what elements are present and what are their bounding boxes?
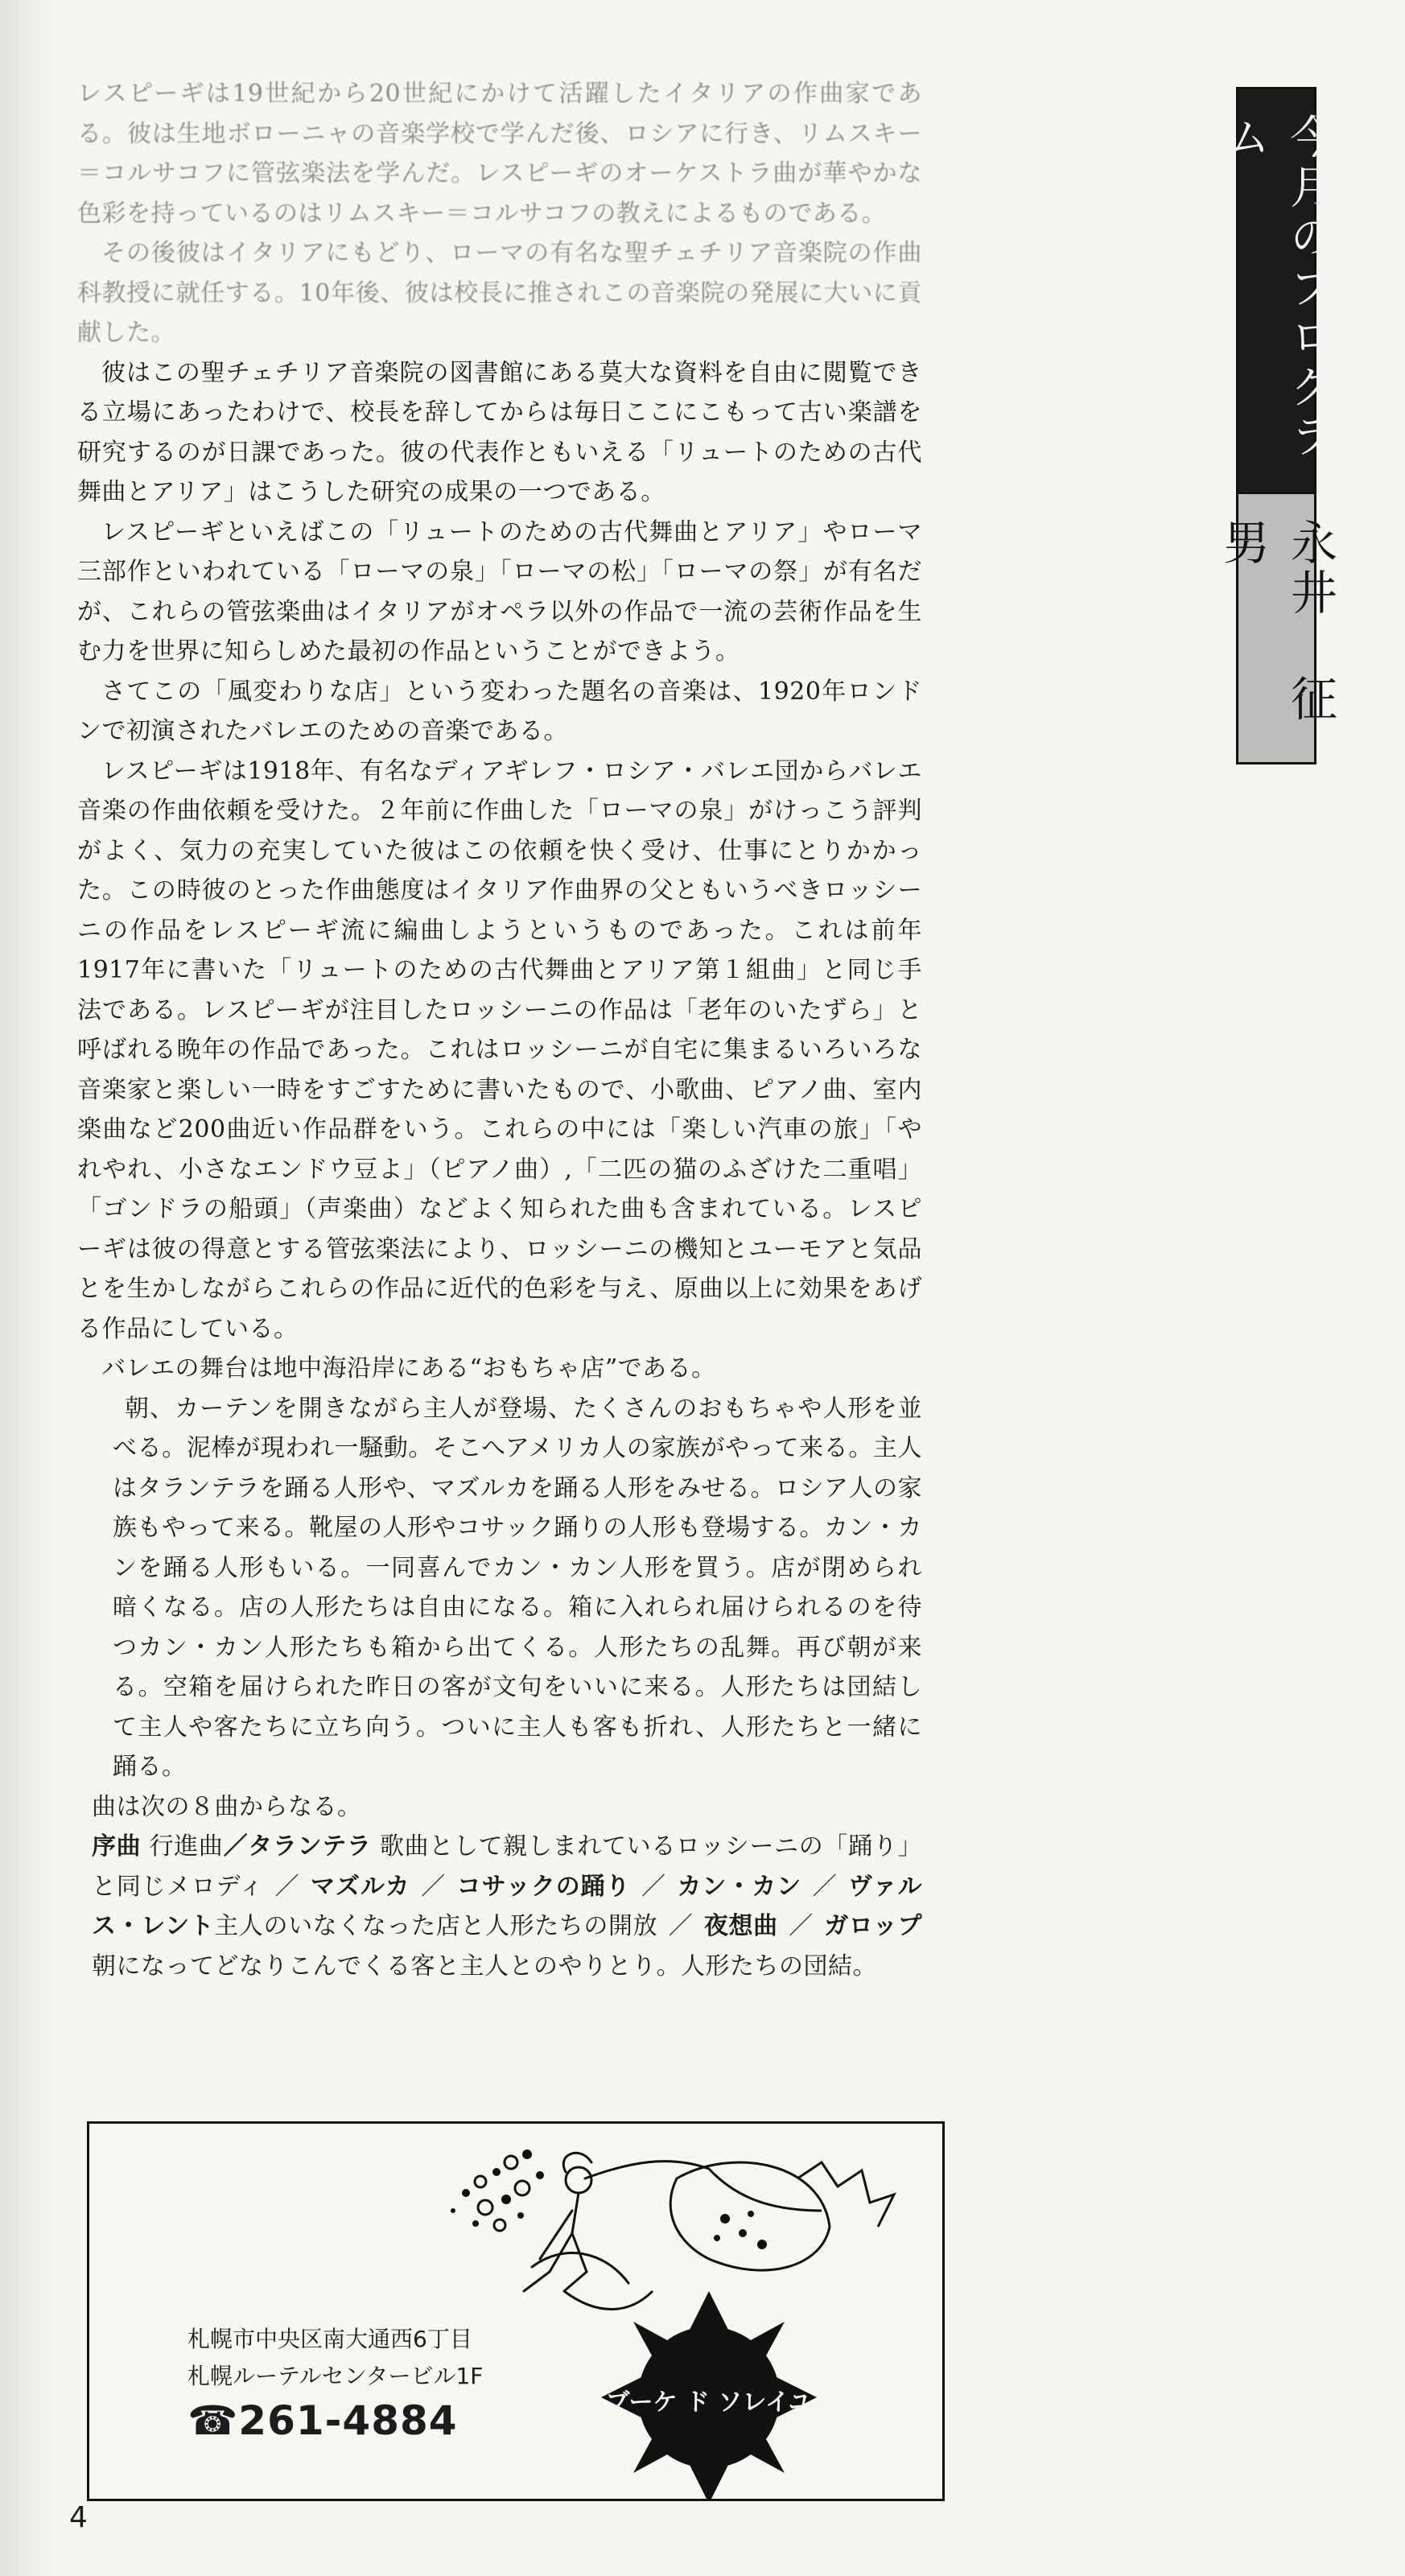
piece-separator: ／ bbox=[812, 1872, 838, 1901]
ad-contact bbox=[187, 2321, 483, 2446]
paragraph: レスピーギは1918年、有名なディアギレフ・ロシア・バレエ団からバレエ音楽の作曲依頼を受けた。２年前に作曲した「ローマの泉」がけっこう評判がよく、気力の充実していた彼はこの依頼を快く受け、仕事にとりかかった。この時彼のとった作曲態度はイタリア作曲界の父ともいうべきロッシーニの作品をレスピーギ流に編曲しようというものであった。これは前年1917年に書いた「リュートのための古代舞曲とアリア第１組曲」と同じ手法である。レスピーギが注目したロッシーニの作品は「老年のいたずら」と呼ばれる晩年の作品であった。これはロッシーニが自宅に集まるいろいろな音楽家と楽しい一時をすごすために書いたもので、小歌曲、ピアノ曲、室内楽曲など200曲近い作品群をいう。これらの中には「楽しい汽車の旅」「やれやれ、小さなエンドウ豆よ」（ピアノ曲）,「二匹の猫のふざけた二重唱」「ゴンドラの船頭」（声楽曲）などよく知られた曲も含まれている。レスピーギは彼の得意とする管弦楽法により、ロッシーニの機知とユーモアと気品とを生かしながらこれらの作品に近代的色彩を与え、原曲以上に効果をあげる作品にしている。 bbox=[77, 756, 922, 1343]
logo-text: ブーケ ド ソレイユ bbox=[605, 2388, 813, 2417]
piece-separator: ／ bbox=[223, 1832, 249, 1861]
piece-list-intro: 曲は次の８曲からなる。 bbox=[92, 1792, 362, 1821]
author-given-name: 征男 bbox=[1215, 518, 1337, 724]
paragraph: バレエの舞台は地中海沿岸にある“おもちゃ店”である。 bbox=[101, 1354, 716, 1383]
author-box bbox=[1215, 492, 1337, 762]
piece-separator: ／ bbox=[789, 1912, 814, 1940]
piece-name: タランテラ bbox=[248, 1832, 372, 1861]
piece-description: 主人のいなくなった店と人形たちの開放 bbox=[214, 1912, 658, 1940]
piece-name: カン・カン bbox=[677, 1872, 802, 1901]
fairy-figure-icon bbox=[524, 2153, 709, 2291]
piece-name: マズルカ bbox=[311, 1872, 410, 1901]
bouquet-icon bbox=[564, 2162, 894, 2310]
page-edge-shadow bbox=[0, 0, 56, 2576]
piece-name: 夜想曲 bbox=[703, 1912, 778, 1940]
section-title-box bbox=[1218, 89, 1335, 492]
sun-icon bbox=[601, 2291, 817, 2500]
paragraph: レスピーギは19世紀から20世紀にかけて活躍したイタリアの作曲家である。彼は生地ボローニャの音楽学校で学んだ後、ロシアに行き、リムスキー＝コルサコフに管弦楽法を学んだ。レスピーギのオーケストラ曲が華やかな色彩を持っているのはリムスキー＝コルサコフの教えによるものである。 bbox=[77, 80, 922, 228]
piece-separator: ／ bbox=[668, 1912, 694, 1940]
page-number: 4 bbox=[69, 2501, 88, 2534]
piece-separator: ／ bbox=[641, 1872, 666, 1901]
flower-shop-logo bbox=[443, 2130, 942, 2500]
sidebar-heading bbox=[1215, 87, 1337, 765]
piece-description: 歌曲として親しまれているロッシーニの「踊り」と同じメロディ bbox=[92, 1832, 923, 1901]
paragraph: レスピーギといえばこの「リュートのための古代舞曲とアリア」やローマ三部作といわれている「ローマの泉」「ローマの松」「ローマの祭」が有名だが、これらの管弦楽曲はイタリアがオペラ以外の作品で一流の芸術作品を生む力を世界に知らしめた最初の作品ということができよう。 bbox=[77, 517, 922, 666]
ad-address-line: 札幌ルーテルセンタービル1F bbox=[187, 2363, 484, 2389]
section-title: 今月のプログラム bbox=[1218, 113, 1335, 463]
piece-list bbox=[77, 1787, 922, 1987]
piece-separator: ／ bbox=[421, 1872, 447, 1901]
article-body bbox=[77, 74, 922, 1986]
paragraph: その後彼はイタリアにもどり、ローマの有名な聖チェチリア音楽院の作曲科教授に就任する。10年後、彼は校長に推されこの音楽院の発展に大いに貢献した。 bbox=[77, 239, 922, 347]
author-family-name: 永井 bbox=[1283, 518, 1337, 618]
paragraph: さてこの「風変わりな店」という変わった題名の音楽は、1920年ロンドンで初演されたバレエのための音楽である。 bbox=[77, 677, 922, 745]
ad-address-line: 札幌市中央区南大通西6丁目 bbox=[187, 2326, 472, 2352]
ad-phone-number: ☎261-4884 bbox=[187, 2397, 458, 2444]
author-name bbox=[1209, 518, 1344, 762]
piece-name: ガロップ bbox=[824, 1912, 923, 1940]
sparkle-dots-icon bbox=[451, 2149, 544, 2231]
paragraph: 彼はこの聖チェチリア音楽院の図書館にある莫大な資料を自由に閲覧できる立場にあったわけで、校長を辞してからは毎日ここにこもって古い楽譜を研究するのが日課であった。彼の代表作ともいえる「リュートのための古代舞曲とアリア」はこうした研究の成果の一つである。 bbox=[77, 358, 922, 506]
piece-list-items bbox=[92, 1827, 922, 1986]
piece-description: 行進曲 bbox=[149, 1832, 224, 1861]
piece-name: ヴァルス・レント bbox=[92, 1872, 923, 1940]
ballet-story bbox=[77, 1389, 922, 1787]
piece-separator: ／ bbox=[274, 1872, 300, 1901]
piece-name: コサックの踊り bbox=[456, 1872, 631, 1901]
piece-name: 序曲 bbox=[92, 1832, 142, 1861]
story-paragraph: 朝、カーテンを開きながら主人が登場、たくさんのおもちゃや人形を並べる。泥棒が現われ一騒動。そこへアメリカ人の家族がやって来る。主人はタランテラを踊る人形や、マズルカを踊る人形をみせる。ロシア人の家族もやって来る。靴屋の人形やコサック踊りの人形も登場する。カン・カンを踊る人形もいる。一同喜んでカン・カン人形を買う。店が閉められ暗くなる。店の人形たちは自由になる。箱に入れられ届けられるのを待つカン・カン人形たちも箱から出てくる。人形たちの乱舞。再び朝が来る。空箱を届けられた昨日の客が文句をいいに来る。人形たちは団結して主人や客たちに立ち向う。ついに主人も客も折れ、人形たちと一緒に踊る。 bbox=[113, 1394, 922, 1781]
piece-description: 朝になってどなりこんでくる客と主人とのやりとり。人形たちの団結。 bbox=[92, 1952, 877, 1980]
advertisement bbox=[87, 2121, 945, 2501]
